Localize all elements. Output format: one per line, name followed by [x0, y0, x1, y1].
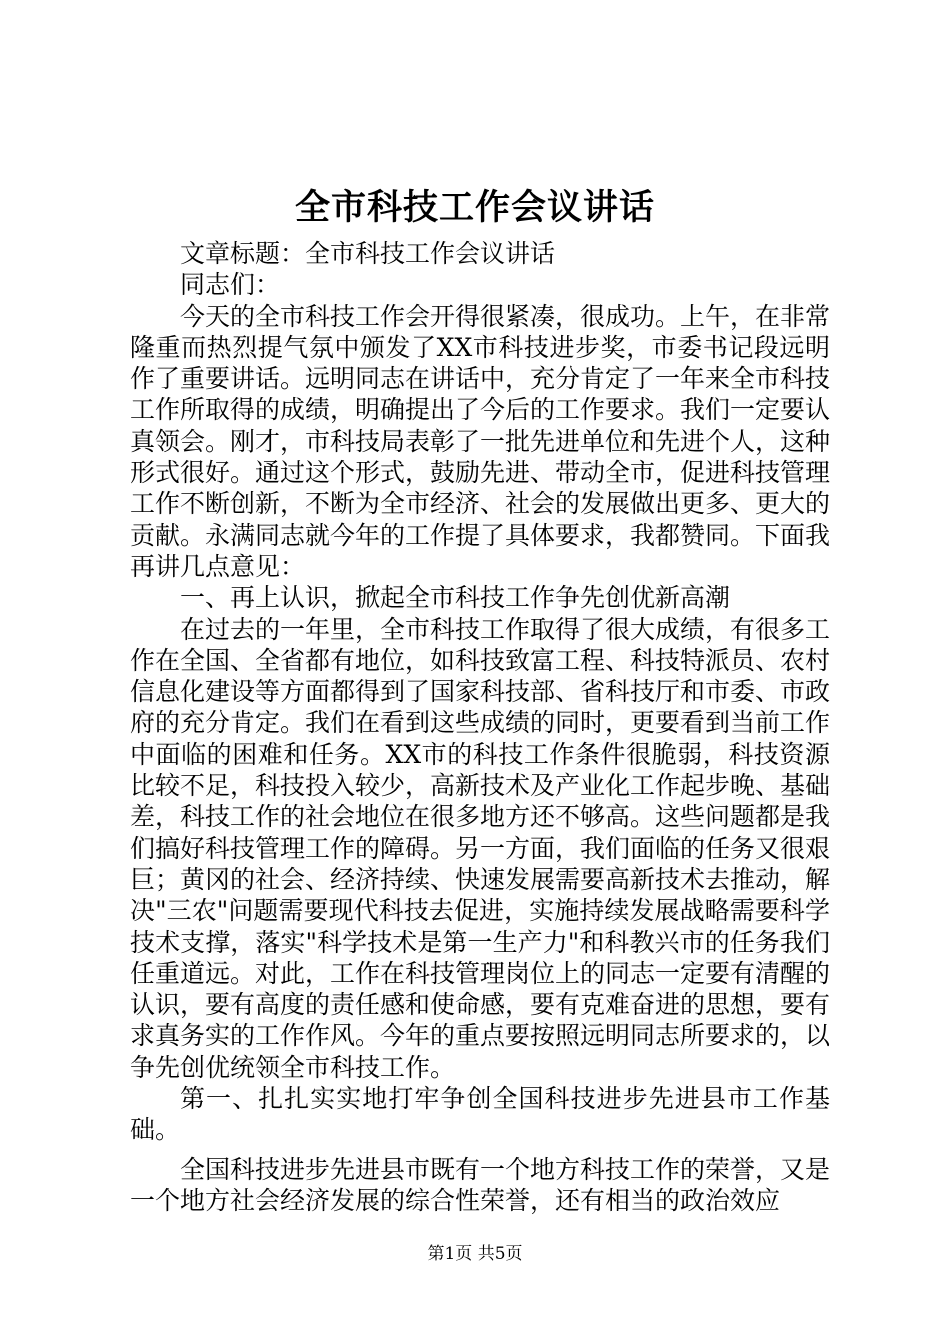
salutation: 同志们： [180, 270, 281, 300]
document-body [130, 238, 830, 1216]
page-number-footer: 第1页 共5页 [427, 1244, 523, 1264]
subsection-heading-1: 第一、扎扎实实地打牢争创全国科技进步先进县市工作基础。 [130, 1084, 830, 1145]
section-heading-1: 一、再上认识，掀起全市科技工作争先创优新高潮 [180, 583, 731, 613]
document-title: 全市科技工作会议讲话 [294, 187, 655, 228]
paragraph-subsection-1: 全国科技进步先进县市既有一个地方科技工作的荣誉，又是一个地方社会经济发展的综合性荣誉，还有相当的政治效应 [130, 1154, 831, 1215]
paragraph-intro: 今天的全市科技工作会开得很紧凑，很成功。上午，在非常隆重而热烈提气氛中颁发了XX市科技进步奖，市委书记段远明作了重要讲话。远明同志在讲话中，充分肯定了一年来全市科技工作所取得的成绩，明确提出了今后的工作要求。我们一定要认真领会。刚才，市科技局表彰了一批先进单位和先进个人，这种形式很好。通过这个形式，鼓励先进、带动全市，促进科技管理工作不断创新，不断为全市经济、社会的发展做出更多、更大的贡献。永满同志就今年的工作提了具体要求，我都赞同。下面我再讲几点意见： [130, 301, 831, 581]
paragraph-section-1: 在过去的一年里，全市科技工作取得了很大成绩，有很多工作在全国、全省都有地位，如科技致富工程、科技特派员、农村信息化建设等方面都得到了国家科技部、省科技厅和市委、市政府的充分肯定。我们在看到这些成绩的同时，更要看到当前工作中面临的困难和任务。XX市的科技工作条件很脆弱，科技资源比较不足，科技投入较少，高新技术及产业化工作起步晚、基础差，科技工作的社会地位在很多地方还不够高。这些问题都是我们搞好科技管理工作的障碍。另一方面，我们面临的任务又很艰巨；黄冈的社会、经济持续、快速发展需要高新技术去推动，解决"三农"问题需要现代科技去促进，实施持续发展战略需要科学技术支撑，落实"科学技术是第一生产力"和科教兴市的任务我们任重道远。对此，工作在科技管理岗位上的同志一定要有清醒的认识，要有高度的责任感和使命感，要有克难奋进的思想，要有求真务实的工作作风。今年的重点要按照远明同志所要求的，以争先创优统领全市科技工作。 [130, 614, 831, 1082]
article-title-line: 文章标题：全市科技工作会议讲话 [180, 239, 556, 268]
